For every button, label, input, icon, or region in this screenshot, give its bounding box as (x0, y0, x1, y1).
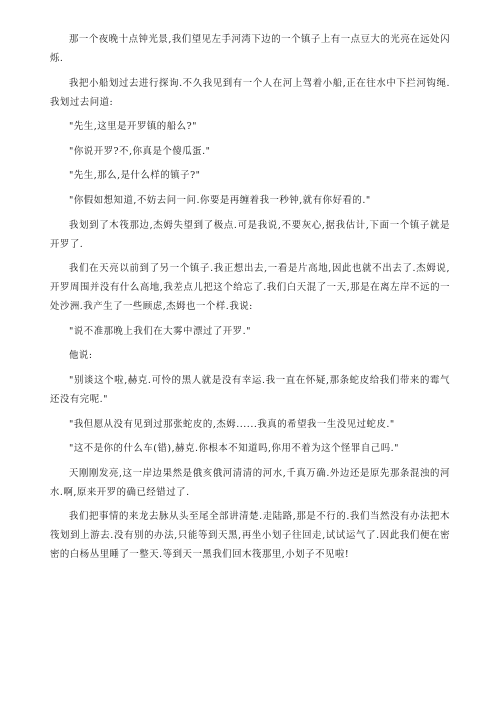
paragraph: 我们在天亮以前到了另一个镇子.我正想出去,一看是片高地,因此也就不出去了.杰姆说,开罗周围并没有什么高地,我差点儿把这个给忘了.我们白天混了一天,那是在离左岸不远的一处沙洲.我产生了一些顾虑,杰姆也一个样.我说: (50, 263, 450, 313)
dialogue-line: "先生,那么,是什么样的镇子?" (69, 170, 201, 182)
dialogue-line: "你假如想知道,不妨去问一问.你要是再缠着我一秒钟,就有你好看的." (69, 194, 371, 206)
dialogue-line: "说不准那晚上我们在大雾中漂过了开罗." (69, 325, 251, 337)
story-text (50, 30, 450, 564)
paragraph: 他说: (69, 350, 93, 362)
dialogue-line: "这不是你的什么车(错),赫克.你根本不知道吗,你用不着为这个怪罪自己吗." (69, 443, 400, 455)
dialogue-line: "你说开罗?不,你真是个傻瓜蛋." (69, 145, 211, 157)
paragraph: 我把小船划过去进行探询.不久我见到有一个人在河上驾着小船,正在往水中下拦河钩绳.我划过去问道: (50, 77, 450, 108)
dialogue-line: "先生,这里是开罗镇的船么?" (69, 121, 198, 133)
paragraph: 我划到了木筏那边,杰姆失望到了极点.可是我说,不要灰心,据我估计,下面一个镇子就是开罗了. (50, 219, 450, 250)
paragraph: 我们把事情的来龙去脉从头至尾全部讲清楚.走陆路,那是不行的.我们当然没有办法把木筏划到上游去.没有别的办法,只能等到天黑,再坐小划子往回走,试试运气了.因此我们便在密密的白杨丛里睡了一整天.等到天一黑我们回木筏那里,小划子不见啦! (50, 511, 450, 561)
paragraph: 那一个夜晚十点钟光景,我们望见左手河湾下边的一个镇子上有一点豆大的光亮在远处闪烁. (50, 34, 450, 64)
paragraph: 天刚刚发亮,这一岸边果然是俄亥俄河清清的河水,千真万确.外边还是原先那条混浊的河水.啊,原来开罗的确已经错过了. (50, 467, 450, 498)
dialogue-line: "我但愿从没有见到过那张蛇皮的,杰姆......我真的希望我一生没见过蛇皮." (69, 418, 395, 430)
dialogue-line: "别谈这个啦,赫克.可怜的黑人就是没有幸运.我一直在怀疑,那条蛇皮给我们带来的霉气还没有完呢." (50, 374, 450, 405)
